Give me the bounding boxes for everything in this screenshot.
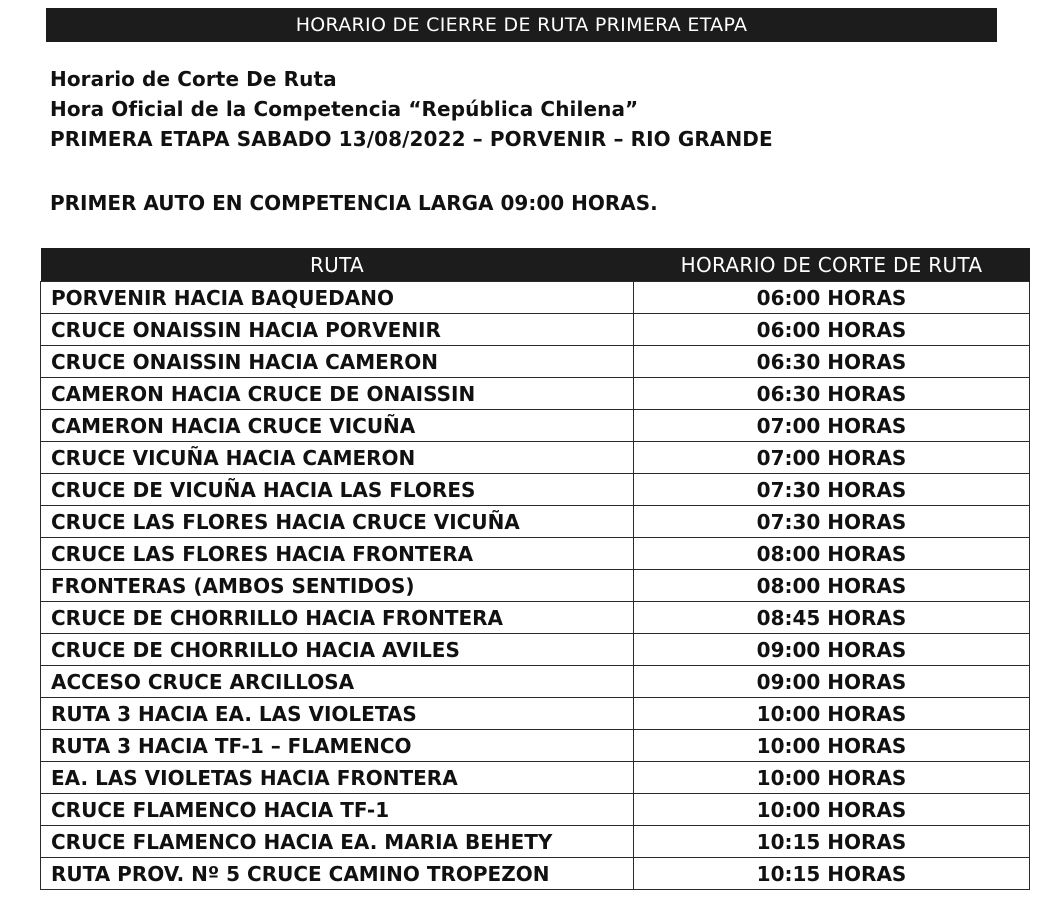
route-cell: CRUCE VICUÑA HACIA CAMERON (41, 442, 634, 474)
route-cell: CRUCE DE CHORRILLO HACIA AVILES (41, 634, 634, 666)
route-cell: CAMERON HACIA CRUCE VICUÑA (41, 410, 634, 442)
table-row (41, 378, 1030, 410)
table-row (41, 474, 1030, 506)
closure-time-cell: 10:00 HORAS (634, 730, 1030, 762)
intro-line-schedule: Horario de Corte De Ruta (50, 67, 337, 91)
table-row (41, 282, 1030, 314)
closure-time-cell: 10:00 HORAS (634, 794, 1030, 826)
closure-time-cell: 07:30 HORAS (634, 506, 1030, 538)
table-row (41, 698, 1030, 730)
route-cell: CRUCE FLAMENCO HACIA EA. MARIA BEHETY (41, 826, 634, 858)
closure-time-cell: 10:00 HORAS (634, 762, 1030, 794)
route-cell: CRUCE FLAMENCO HACIA TF-1 (41, 794, 634, 826)
route-cell: CRUCE LAS FLORES HACIA CRUCE VICUÑA (41, 506, 634, 538)
closure-time-cell: 06:00 HORAS (634, 314, 1030, 346)
table-row (41, 826, 1030, 858)
table-row (41, 570, 1030, 602)
intro-line-stage: PRIMERA ETAPA SABADO 13/08/2022 – PORVENIR – RIO GRANDE (50, 127, 773, 151)
route-cell: RUTA 3 HACIA TF-1 – FLAMENCO (41, 730, 634, 762)
route-cell: RUTA 3 HACIA EA. LAS VIOLETAS (41, 698, 634, 730)
route-cell: EA. LAS VIOLETAS HACIA FRONTERA (41, 762, 634, 794)
closure-time-cell: 08:00 HORAS (634, 538, 1030, 570)
table-row (41, 602, 1030, 634)
document-banner-title: HORARIO DE CIERRE DE RUTA PRIMERA ETAPA (46, 8, 997, 42)
table-row (41, 506, 1030, 538)
route-cell: CRUCE ONAISSIN HACIA PORVENIR (41, 314, 634, 346)
table-row (41, 314, 1030, 346)
route-cell: FRONTERAS (AMBOS SENTIDOS) (41, 570, 634, 602)
route-cell: CRUCE DE VICUÑA HACIA LAS FLORES (41, 474, 634, 506)
closure-time-cell: 07:30 HORAS (634, 474, 1030, 506)
first-car-notice: PRIMER AUTO EN COMPETENCIA LARGA 09:00 HORAS. (50, 191, 658, 215)
table-row (41, 410, 1030, 442)
closure-time-cell: 06:30 HORAS (634, 346, 1030, 378)
table-header-row (41, 248, 1030, 282)
route-cell: CRUCE LAS FLORES HACIA FRONTERA (41, 538, 634, 570)
table-row (41, 666, 1030, 698)
table-row (41, 346, 1030, 378)
intro-line-official-time: Hora Oficial de la Competencia “República Chilena” (50, 97, 639, 121)
closure-time-cell: 09:00 HORAS (634, 634, 1030, 666)
closure-time-cell: 06:30 HORAS (634, 378, 1030, 410)
route-closure-table (40, 248, 1030, 890)
closure-time-cell: 07:00 HORAS (634, 410, 1030, 442)
route-cell: CRUCE DE CHORRILLO HACIA FRONTERA (41, 602, 634, 634)
table-row (41, 634, 1030, 666)
closure-time-cell: 10:15 HORAS (634, 826, 1030, 858)
header-horario: HORARIO DE CORTE DE RUTA (634, 248, 1030, 282)
closure-time-cell: 06:00 HORAS (634, 282, 1030, 314)
closure-time-cell: 09:00 HORAS (634, 666, 1030, 698)
table-row (41, 794, 1030, 826)
route-cell: PORVENIR HACIA BAQUEDANO (41, 282, 634, 314)
closure-time-cell: 08:45 HORAS (634, 602, 1030, 634)
closure-time-cell: 07:00 HORAS (634, 442, 1030, 474)
route-cell: ACCESO CRUCE ARCILLOSA (41, 666, 634, 698)
closure-time-cell: 08:00 HORAS (634, 570, 1030, 602)
table-row (41, 442, 1030, 474)
route-cell: CRUCE ONAISSIN HACIA CAMERON (41, 346, 634, 378)
closure-time-cell: 10:15 HORAS (634, 858, 1030, 890)
route-cell: CAMERON HACIA CRUCE DE ONAISSIN (41, 378, 634, 410)
route-cell: RUTA PROV. Nº 5 CRUCE CAMINO TROPEZON (41, 858, 634, 890)
table-row (41, 730, 1030, 762)
table-row (41, 538, 1030, 570)
header-ruta: RUTA (41, 248, 634, 282)
table-row (41, 858, 1030, 890)
table-row (41, 762, 1030, 794)
intro-block (50, 64, 773, 154)
closure-time-cell: 10:00 HORAS (634, 698, 1030, 730)
